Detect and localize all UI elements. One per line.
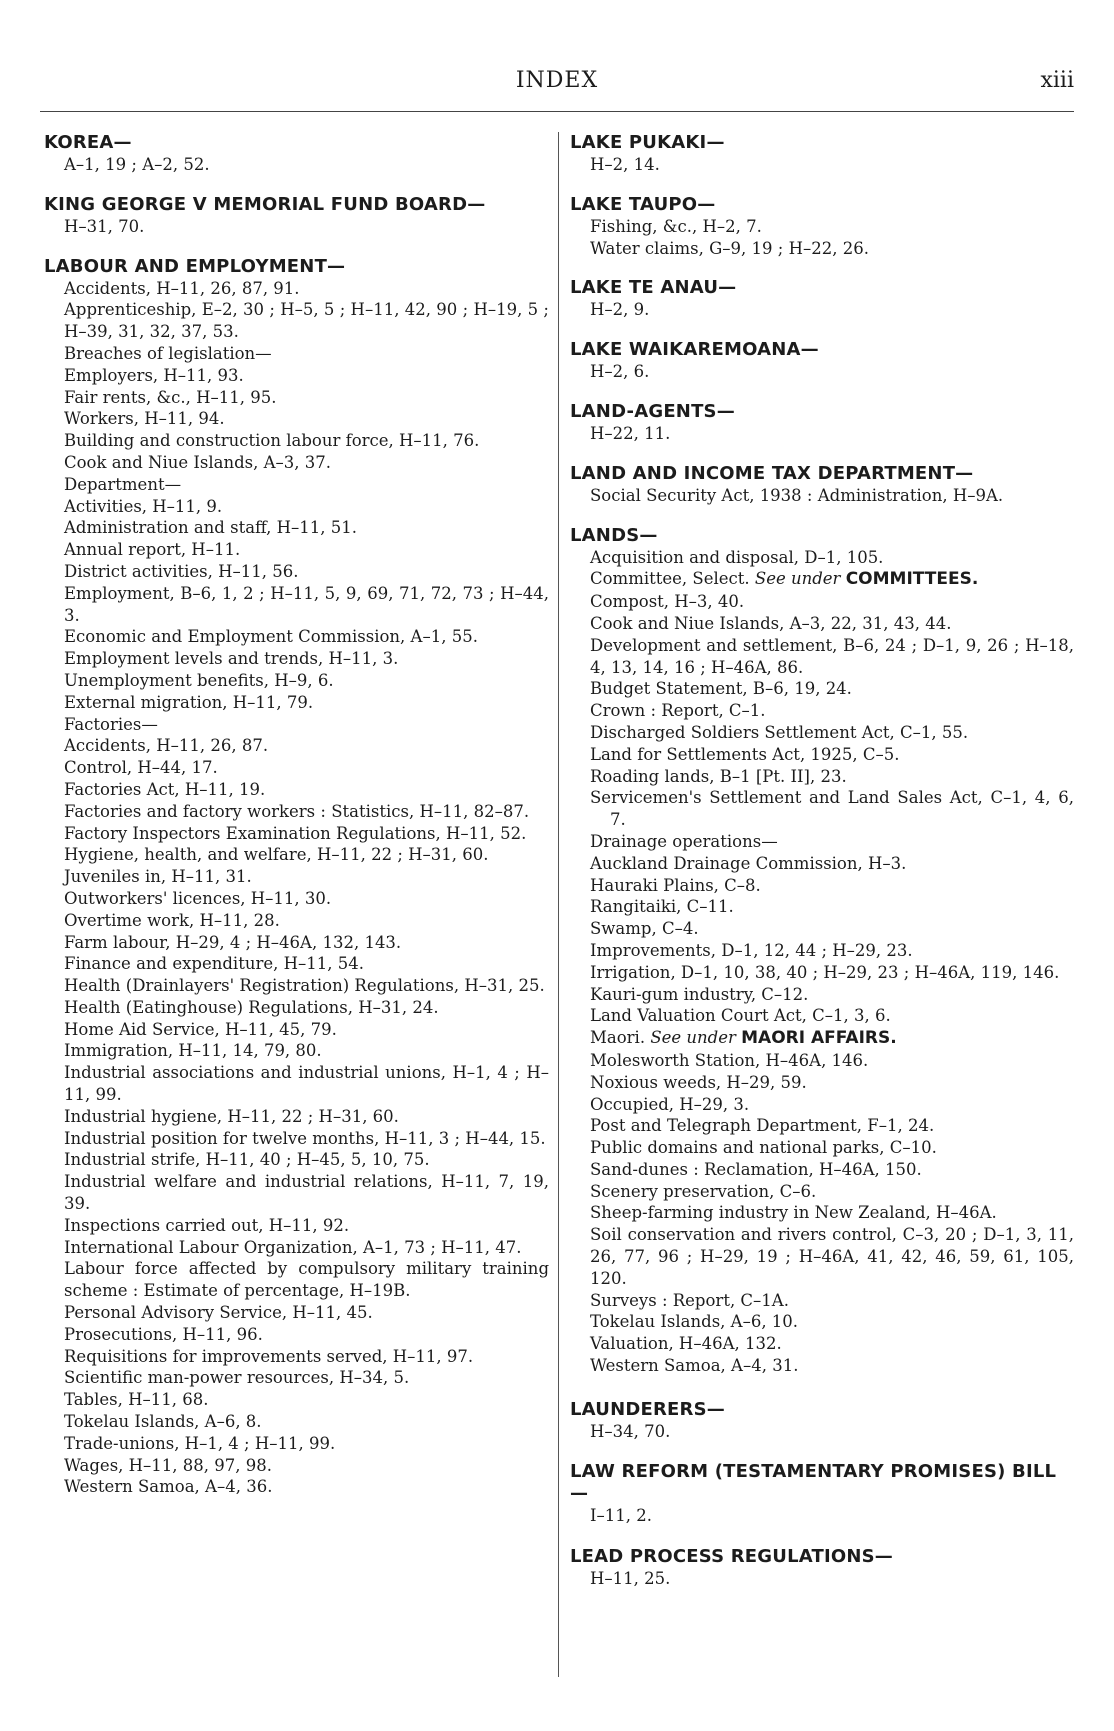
see-reference: See under [754,569,841,589]
entry-line: Workers, H–11, 94. [64,409,225,429]
entry-line: Annual report, H–11. [64,540,241,560]
entry-line: Factory Inspectors Examination Regulations, H–11, 52. [64,823,527,843]
entry-line: Activities, H–11, 9. [64,496,223,516]
entry-line: Farm labour, H–29, 4 ; H–46A, 132, 143. [64,932,402,952]
entry-heading: KOREA— [44,132,132,153]
entry-line: H–11, 25. [590,1569,671,1589]
index-entry [570,525,1074,1377]
index-entry [570,132,1074,176]
entry-line: Scenery preservation, C–6. [590,1181,817,1201]
index-entry [570,277,1074,321]
header-rule [40,111,1074,112]
entry-line: Control, H–44, 17. [64,758,218,778]
entry-line: Servicemen's Settlement and Land Sales Act, C–1, 4, 6, 7. [590,788,1074,830]
entry-text: Committee, Select. [590,569,750,589]
entry-line: Scientific man-power resources, H–34, 5. [64,1368,410,1388]
page-header [40,68,1074,98]
entry-line: Budget Statement, B–6, 19, 24. [590,679,852,699]
index-entry [570,463,1074,507]
entry-line: Molesworth Station, H–46A, 146. [590,1050,869,1070]
entry-line: Administration and staff, H–11, 51. [64,518,358,538]
see-target: MAORI AFFAIRS. [741,1028,897,1049]
entry-text: Maori. [590,1028,646,1048]
entry-line: Outworkers' licences, H–11, 30. [64,888,332,908]
entry-line: H–22, 11. [590,423,671,443]
entry-line: Apprenticeship, E–2, 30 ; H–5, 5 ; H–11, 42, 90 ; H–19, 5 ; H–39, 31, 32, 37, 53. [64,300,549,342]
entry-heading: LAND-AGENTS— [570,400,735,422]
entry-line: Water claims, G–9, 19 ; H–22, 26. [590,238,869,258]
entry-line: Rangitaiki, C–11. [590,897,734,917]
entry-line: Public domains and national parks, C–10. [590,1138,937,1158]
entry-line: Hauraki Plains, C–8. [590,875,761,895]
entry-line: Kauri-gum industry, C–12. [590,984,809,1004]
entry-line: Western Samoa, A–4, 31. [590,1356,799,1376]
right-column [570,132,1074,1590]
left-column [44,132,549,1498]
see-target: COMMITTEES. [845,569,979,590]
entry-line: Employment levels and trends, H–11, 3. [64,649,399,669]
entry-line: Cook and Niue Islands, A–3, 37. [64,452,331,472]
entry-line: Personal Advisory Service, H–11, 45. [64,1303,373,1323]
entry-line: Accidents, H–11, 26, 87, 91. [64,278,300,298]
entry-line: Crown : Report, C–1. [590,701,766,721]
entry-line: Sheep-farming industry in New Zealand, H–46A. [590,1203,997,1223]
entry-line: Unemployment benefits, H–9, 6. [64,670,334,690]
entry-line: Development and settlement, B–6, 24 ; D–1, 9, 26 ; H–18, 4, 13, 14, 16 ; H–46A, 86. [590,635,1074,677]
entry-line: Swamp, C–4. [590,919,699,939]
index-entry [570,194,1074,260]
entry-line: Trade-unions, H–1, 4 ; H–11, 99. [64,1433,336,1453]
entry-line: Factories Act, H–11, 19. [64,779,266,799]
entry-line: Industrial position for twelve months, H–11, 3 ; H–44, 15. [64,1128,546,1148]
entry-line: H–31, 70. [64,216,145,236]
entry-line: Industrial strife, H–11, 40 ; H–45, 5, 10, 75. [64,1150,430,1170]
entry-line: Tokelau Islands, A–6, 8. [64,1412,262,1432]
entry-heading: LANDS— [570,524,658,546]
entry-line: Improvements, D–1, 12, 44 ; H–29, 23. [590,940,913,960]
index-entry [570,1461,1074,1527]
entry-line: District activities, H–11, 56. [64,561,299,581]
entry-heading: LAKE TE ANAU— [570,277,737,299]
entry-line: Finance and expenditure, H–11, 54. [64,954,364,974]
entry-line: Fair rents, &c., H–11, 95. [64,387,277,407]
entry-line: Inspections carried out, H–11, 92. [64,1215,350,1235]
entry-line: Factories— [64,714,158,734]
entry-line: Wages, H–11, 88, 97, 98. [64,1455,272,1475]
entry-line: International Labour Organization, A–1, 73 ; H–11, 47. [64,1237,522,1257]
entry-line: Occupied, H–29, 3. [590,1094,750,1114]
index-entry [570,339,1074,383]
entry-heading: LAW REFORM (TESTAMENTARY PROMISES) BILL— [570,1460,1057,1504]
entry-line: Acquisition and disposal, D–1, 105. [590,547,884,567]
entry-line: Requisitions for improvements served, H–11, 97. [64,1346,474,1366]
entry-line: Tokelau Islands, A–6, 10. [590,1312,799,1332]
entry-line: Post and Telegraph Department, F–1, 24. [590,1116,935,1136]
column-divider [558,132,559,1677]
entry-line: Home Aid Service, H–11, 45, 79. [64,1019,337,1039]
entry-line: Industrial associations and industrial unions, H–1, 4 ; H–11, 99. [64,1063,549,1105]
entry-line: Cook and Niue Islands, A–3, 22, 31, 43, 44. [590,613,952,633]
entry-line: Social Security Act, 1938 : Administration, H–9A. [590,485,1004,505]
entry-line: Noxious weeds, H–29, 59. [590,1072,807,1092]
entry-line: Employers, H–11, 93. [64,365,244,385]
index-entry [570,401,1074,445]
entry-line: Juveniles in, H–11, 31. [64,867,252,887]
index-entry [570,1399,1074,1443]
entry-line: Hygiene, health, and welfare, H–11, 22 ; H–31, 60. [64,845,489,865]
entry-line: Western Samoa, A–4, 36. [64,1477,273,1497]
entry-line: Health (Eatinghouse) Regulations, H–31, 24. [64,997,439,1017]
entry-heading: LAUNDERERS— [570,1398,725,1420]
entry-line: Factories and factory workers : Statistics, H–11, 82–87. [64,801,530,821]
entry-line: H–2, 9. [590,300,650,320]
entry-line: Economic and Employment Commission, A–1, 55. [64,627,478,647]
entry-heading: LAKE PUKAKI— [570,132,725,153]
entry-line: Breaches of legislation— [64,343,272,363]
entry-line: Employment, B–6, 1, 2 ; H–11, 5, 9, 69, 71, 72, 73 ; H–44, 3. [64,583,549,625]
entry-line [570,568,1074,591]
entry-line: Roading lands, B–1 [Pt. II], 23. [590,766,847,786]
entry-line: Fishing, &c., H–2, 7. [590,216,762,236]
entry-line: Department— [64,474,182,494]
entry-line: I–11, 2. [590,1505,652,1525]
entry-line: Valuation, H–46A, 132. [590,1334,782,1354]
entry-heading: LAKE WAIKAREMOANA— [570,339,819,361]
entry-line: Industrial hygiene, H–11, 22 ; H–31, 60. [64,1106,399,1126]
entry-heading: LABOUR AND EMPLOYMENT— [44,255,346,277]
entry-line: Health (Drainlayers' Registration) Regulations, H–31, 25. [64,976,545,996]
entry-line: Sand-dunes : Reclamation, H–46A, 150. [590,1159,922,1179]
entry-line: Labour force affected by compulsory military training scheme : Estimate of percentage, H–19B. [64,1259,549,1301]
entry-line: Irrigation, D–1, 10, 38, 40 ; H–29, 23 ; H–46A, 119, 146. [590,962,1060,982]
entry-line: External migration, H–11, 79. [64,692,314,712]
entry-heading: LEAD PROCESS REGULATIONS— [570,1546,894,1568]
entry-line: Auckland Drainage Commission, H–3. [590,853,907,873]
entry-line: Overtime work, H–11, 28. [64,910,280,930]
entry-line: Building and construction labour force, H–11, 76. [64,431,480,451]
entry-line: Drainage operations— [590,831,778,851]
index-entry [44,194,549,238]
entry-heading: LAKE TAUPO— [570,193,716,215]
entry-line: Tables, H–11, 68. [64,1390,209,1410]
entry-line: Compost, H–3, 40. [590,592,745,612]
entry-line: H–2, 6. [590,362,650,382]
see-reference: See under [650,1028,736,1048]
entry-line: Industrial welfare and industrial relations, H–11, 7, 19, 39. [64,1172,549,1214]
entry-heading: KING GEORGE V MEMORIAL FUND BOARD— [44,193,486,215]
entry-line: H–34, 70. [590,1421,671,1441]
entry-line: Soil conservation and rivers control, C–3, 20 ; D–1, 3, 11, 26, 77, 96 ; H–29, 19 ; H–46A, 41, 42, 46, 59, 61, 105, 120. [590,1225,1074,1288]
entry-line: Accidents, H–11, 26, 87. [64,736,269,756]
entry-heading: LAND AND INCOME TAX DEPARTMENT— [570,462,974,484]
index-entry [44,132,549,176]
entry-line: A–1, 19 ; A–2, 52. [64,155,210,174]
entry-line: Immigration, H–11, 14, 79, 80. [64,1041,322,1061]
page-title: INDEX [515,68,599,93]
index-entry [570,1546,1074,1590]
entry-line: H–2, 14. [590,155,660,174]
entry-line: Land Valuation Court Act, C–1, 3, 6. [590,1006,891,1026]
entry-line: Land for Settlements Act, 1925, C–5. [590,744,900,764]
entry-line: Prosecutions, H–11, 96. [64,1324,263,1344]
page-number: xiii [1040,68,1074,93]
entry-line: Surveys : Report, C–1A. [590,1290,789,1310]
index-entry [44,256,549,1499]
entry-line [570,1027,1074,1050]
entry-line: Discharged Soldiers Settlement Act, C–1, 55. [590,722,969,742]
